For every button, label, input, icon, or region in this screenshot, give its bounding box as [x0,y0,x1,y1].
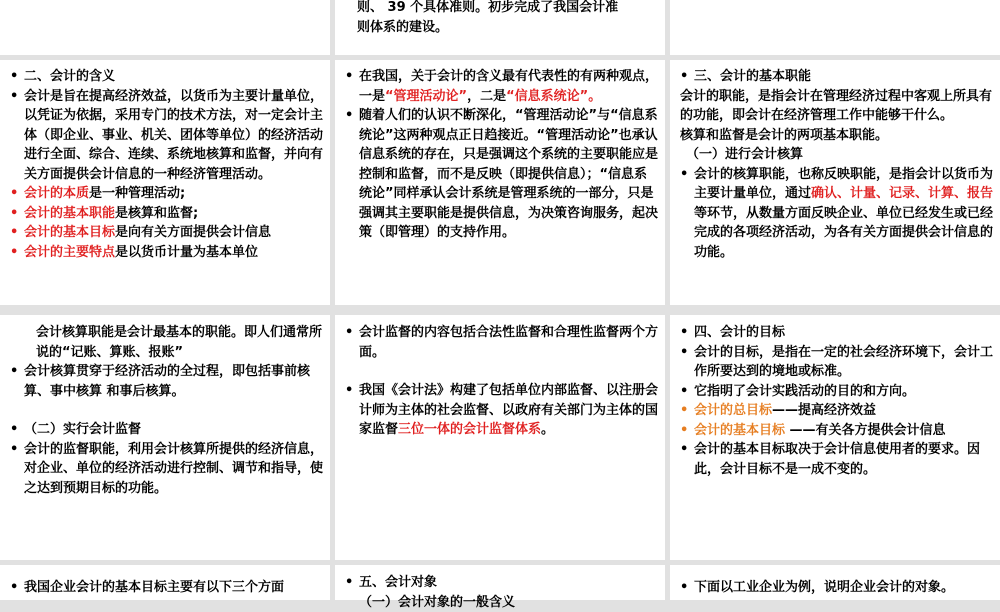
section-title: • 二、会计的含义 [10,67,324,87]
subsection-title: （一）会计对象的一般含义 [345,593,659,612]
accounting-law-text: • 我国《会计法》构建了包括单位内部监督、以注册会计师为主体的社会监督、以政府有关部门为主体的国家监督三位一体的会计监督体系。 [345,381,659,440]
objective-definition: • 会计的目标，是指在一定的社会经济环境下，会计工作所要达到的境地或标准。 [680,343,994,382]
supervision-text: • 会计的监督职能，利用会计核算所提供的经济信息，对企业、单位的经济活动进行控制、调节和指导，使之达到预期目标的功能。 [10,440,324,499]
accounting-process-text: • 会计核算贯穿于经济活动的全过程，即包括事前核算、事中核算 和事后核算。 [10,362,324,401]
slide-accounting-meaning [0,60,330,305]
subsection-title: • （二）实行会计监督 [10,420,324,440]
slide-supervision-function [0,315,330,560]
objective-direction: • 它指明了会计实践活动的目的和方向。 [680,382,994,402]
point-essence: • 会计的本质是一种管理活动; [10,184,324,204]
objective-dependency: • 会计的基本目标取决于会计信息使用者的要求。因此，会计目标不是一成不变的。 [680,440,994,479]
functions-summary: 核算和监督是会计的两项基本职能。 [680,126,994,146]
slide-top-left [0,0,330,55]
slide-enterprise-objectives [0,565,330,600]
point-functions: • 会计的基本职能是核算和监督; [10,204,324,224]
slide-industrial-example [670,565,1000,600]
basic-objective: • 会计的基本目标 ——有关各方提供会计信息 [680,421,994,441]
accounting-function-text: • 会计的核算职能，也称反映职能，是指会计以货币为主要计量单位，通过确认、计量、记录、计算、报告等环节，从数量方面反映企业、单位已经发生或已经完成的各项经济活动，为各有关方面提供会计信息的功能。 [680,165,994,263]
slide-top-middle [335,0,665,55]
core-function-text: 会计核算职能是会计最基本的职能。即人们通常所说的“记账、算账、报账” [10,323,324,362]
slide-basic-functions [670,60,1000,305]
definition-text: • 会计是旨在提高经济效益，以货币为主要计量单位，以凭证为依据，采用专门的技术方法，对一定会计主体（即企业、事业、机关、团体等单位）的经济活动进行全面、综合、连续、系统地核算和监督，并向有关方面提供会计信息的一种经济管理活动。 [10,87,324,185]
text-line: 则体系的建设。 [357,18,659,38]
supervision-content-text: • 会计监督的内容包括合法性监督和合理性监督两个方面。 [345,323,659,362]
slide-two-views [335,60,665,305]
section-title: • 四、会计的目标 [680,323,994,343]
slide-top-right [670,0,1000,55]
views-paragraph: • 在我国，关于会计的含义最有代表性的有两种观点，一是“管理活动论”，二是“信息系统论”。 [345,67,659,106]
overall-objective: • 会计的总目标——提高经济效益 [680,401,994,421]
section-title: • 三、会计的基本职能 [680,67,994,87]
point-feature: • 会计的主要特点是以货币计量为基本单位 [10,243,324,263]
slide-accounting-object [335,565,665,600]
section-title: • 五、会计对象 [345,573,659,593]
slide-supervision-content [335,315,665,560]
functions-definition: 会计的职能，是指会计在管理经济过程中客观上所具有的功能，即会计在经济管理工作中能够干什么。 [680,87,994,126]
subsection-title: （一）进行会计核算 [680,145,994,165]
industrial-example-text: • 下面以工业企业为例，说明企业会计的对象。 [680,578,994,598]
convergence-paragraph: • 随着人们的认识不断深化，“管理活动论”与“信息系统论”这两种观点正日趋接近。“管理活动论”也承认信息系统的存在，只是强调这个系统的主要职能应是控制和监督，而不是反映（即提供信息）；“信息系统论”同样承认会计系统是管理系统的一部分，只是强调其主要职能是提供信息，为决策咨询服务，起决策（即管理）的支持作用。 [345,106,659,243]
point-objective: • 会计的基本目标是向有关方面提供会计信息 [10,223,324,243]
enterprise-objectives-text: • 我国企业会计的基本目标主要有以下三个方面 [10,578,324,598]
text-line: 则、 39 个具体准则。初步完成了我国会计准 [357,0,659,18]
slide-accounting-objectives [670,315,1000,560]
